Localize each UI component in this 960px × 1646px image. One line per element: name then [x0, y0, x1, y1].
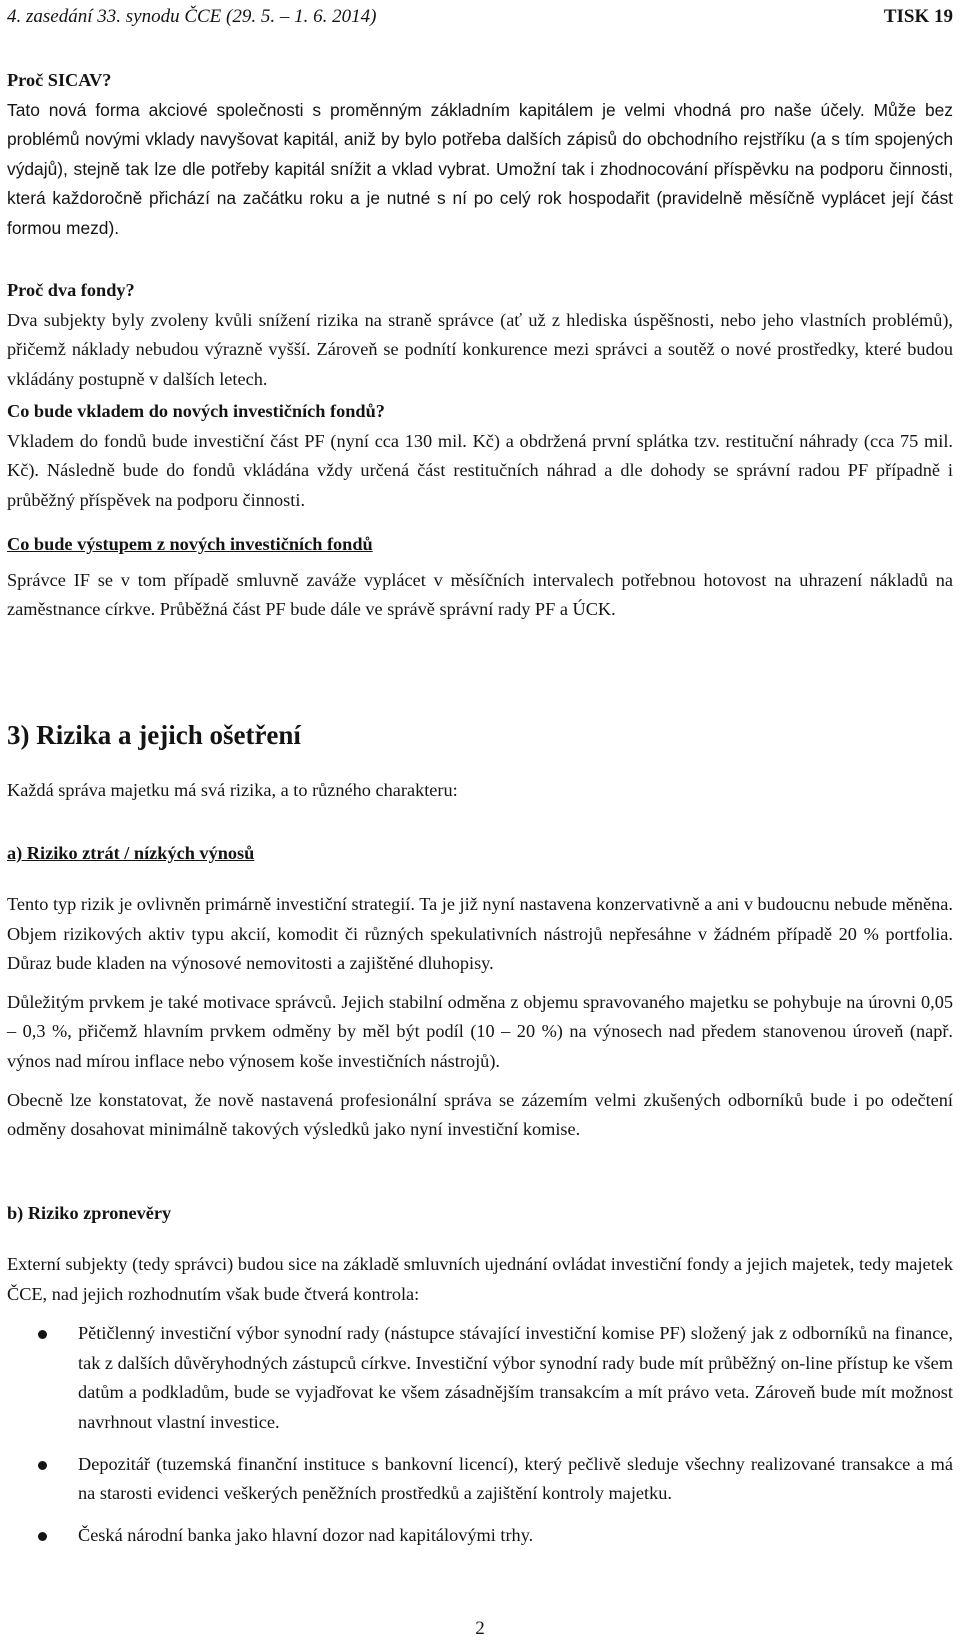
- section-sicav: [7, 66, 953, 244]
- heading-risk-b: b) Riziko zpronevěry: [7, 1203, 172, 1223]
- heading-risks: 3) Rizika a jejich ošetření: [7, 720, 301, 750]
- risk-a-body: [7, 890, 953, 1145]
- heading-deposit: Co bude vkladem do nových investičních fondů?: [7, 401, 385, 421]
- list-item: [7, 1521, 953, 1551]
- paragraph-output: Správce IF se v tom případě smluvně zaváže vyplácet v měsíčních intervalech potřebnou hotovost na uhrazení nákladů na zaměstnance církve. Průběžná část PF bude dále ve správě správní rady PF a ÚCK.: [7, 569, 953, 620]
- paragraph-two-funds: Dva subjekty byly zvoleny kvůli snížení rizika na straně správce (ať už z hlediska úspěšnosti, nebo jeho vlastních problémů), přičemž náklady nebudou výrazně vyšší. Zároveň se podnítí konkurence mezi správci a soutěž o nové prostředky, které budou vkládány postupně v dalších letech.: [7, 309, 953, 389]
- list-item: [7, 1319, 953, 1437]
- paragraph-sicav: Tato nová forma akciové společnosti s proměnným základním kapitálem je velmi vhodná pro naše účely. Může bez problémů novými vklady navyšovat kapitál, aniž by bylo potřeba dalších zápisů do obchodního rejstříku (a s tím spojených výdajů), stejně tak lze dle potřeby kapitál snížit a vklad vybrat. Umožní tak i zhodnocování příspěvku na podporu činnosti, která každoročně přichází na začátku roku a je nutné s ní po celý rok hospodařit (pravidelně měsíčně vyplácet její část formou mezd).: [7, 99, 953, 238]
- paragraph-risk-b-intro: Externí subjekty (tedy správci) budou sice na základě smluvních ujednání ovládat investiční fondy a jejich majetek, tedy majetek ČCE, nad jejich rozhodnutím však bude čtverá kontrola:: [7, 1254, 953, 1304]
- page-header: [7, 2, 953, 30]
- heading-sicav: Proč SICAV?: [7, 70, 112, 90]
- paragraph-risks-intro: Každá správa majetku má svá rizika, a to různého charakteru:: [7, 780, 458, 800]
- section-risks: [7, 718, 953, 752]
- header-tisk-number: TISK 19: [883, 6, 953, 27]
- section-output: [7, 530, 953, 625]
- section-risk-b: [7, 1199, 953, 1229]
- list-item-text: Pětičlenný investiční výbor synodní rady (nástupce stávající investiční komise PF) složený jak z odborníků na finance, tak z dalších důvěryhodných zástupců církve. Investiční výbor synodní rady bude mít průběžný on-line přístup ke všem datům a podkladům, bude se vyjadřovat ke všem zásadnějším transakcím a mít právo veta. Zároveň bude mít možnost navrhnout vlastní investice.: [78, 1323, 953, 1432]
- list-item: [7, 1450, 953, 1509]
- risk-b-body: [7, 1250, 953, 1550]
- section-deposit: [7, 397, 953, 515]
- paragraph-risk-a-3: Obecně lze konstatovat, že nově nastavená profesionální správa se zázemím velmi zkušených odborníků bude i po odečtení odměny dosahovat minimálně takových výsledků jako nyní investiční komise.: [7, 1089, 953, 1140]
- page-number: 2: [475, 1618, 485, 1639]
- risks-intro-block: [7, 776, 953, 806]
- list-item-text: Depozitář (tuzemská finanční instituce s bankovní licencí), který pečlivě sleduje všechny realizované transakce a má na starosti evidenci veškerých peněžních prostředků a zajištění kontroly majetku.: [78, 1453, 953, 1504]
- bullet-icon: [38, 1532, 47, 1541]
- bullet-icon: [38, 1461, 47, 1470]
- bullet-icon: [38, 1330, 47, 1339]
- list-item-text: Česká národní banka jako hlavní dozor nad kapitálovými trhy.: [78, 1524, 534, 1545]
- paragraph-risk-a-1: Tento typ rizik je ovlivněn primárně investiční strategií. Ta je již nyní nastavena konzervativně a ani v budoucnu nebude měněna. Objem rizikových aktiv typu akcií, komodit či různých spekulativních nástrojů nepřesáhne v žádném případě 20 % portfolia. Důraz bude kladen na výnosové nemovitosti a zajištěné dluhopisy.: [7, 894, 953, 974]
- paragraph-deposit: Vkladem do fondů bude investiční část PF (nyní cca 130 mil. Kč) a obdržená první splátka tzv. restituční náhrady (cca 75 mil. Kč). Následně bude do fondů vkládána vždy určená část restitučních náhrad a dle dohody se správní radou PF případně i průběžný příspěvek na podporu činnosti.: [7, 430, 953, 510]
- control-list: [7, 1319, 953, 1550]
- header-session-info: 4. zasedání 33. synodu ČCE (29. 5. – 1. 6. 2014): [7, 6, 377, 27]
- section-two-funds: [7, 276, 953, 394]
- paragraph-risk-a-2: Důležitým prvkem je také motivace správců. Jejich stabilní odměna z objemu spravovaného majetku se pohybuje na úrovni 0,05 – 0,3 %, přičemž hlavním prvkem odměny by měl být podíl (10 – 20 %) na výnosech nad předem stanovenou úroveň (např. výnos nad mírou inflace nebo výnosem koše investičních nástrojů).: [7, 991, 953, 1071]
- heading-two-funds: Proč dva fondy?: [7, 280, 135, 300]
- section-risk-a: [7, 839, 953, 869]
- heading-output: Co bude výstupem z nových investičních fondů: [7, 534, 373, 554]
- heading-risk-a: a) Riziko ztrát / nízkých výnosů: [7, 843, 255, 863]
